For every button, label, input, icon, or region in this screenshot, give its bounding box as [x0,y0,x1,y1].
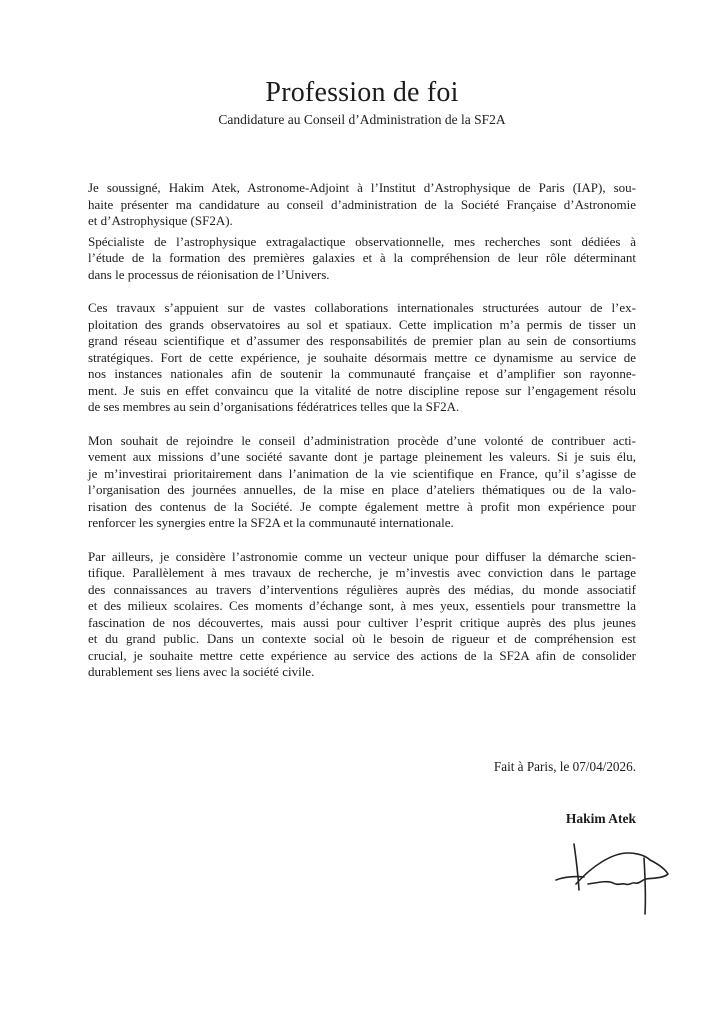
text-line: vement aux missions d’une société savante dont je partage pleinement les valeurs. Si je suis élu, [88,449,636,464]
text-line: dans le processus de réionisation de l’Univers. [88,266,330,282]
signature-image [550,835,700,935]
text-line: l’étude de la formation des premières galaxies et à la compréhension de leur rôle déterminant [88,250,636,265]
paragraph [88,180,636,230]
text-line: des connaissances au travers d’interventions régulières auprès des médias, du monde associatif [88,581,636,597]
text-line: ploitation des grands observatoires au sol et spatiaux. Cette implication m’a permis de tisser un [88,316,636,332]
signature-stroke-descender [644,858,645,914]
document-body [88,180,636,681]
text-line: haite présenter ma candidature au conseil d’administration de la Société Française d’Astronomie [88,196,636,212]
text-line: et d’Astrophysique (SF2A). [88,213,233,228]
text-line: Spécialiste de l’astrophysique extragalactique observationnelle, mes recherches sont dédiées à [88,233,636,249]
text-line: je m’investirai prioritairement dans l’animation de la vie scientifique en France, qu’il s’agisse de [88,465,636,481]
signatory-name: Hakim Atek [565,810,636,826]
text-line: tifique. Parallèlement à mes travaux de recherche, je m’investis avec conviction dans le partage [88,565,636,580]
paragraph [88,549,636,681]
signature-strokes [556,844,668,914]
document-subtitle: Candidature au Conseil d’Administration de la SF2A [218,112,506,127]
text-line: crucial, je souhaite mettre cette expérience au service des actions de la SF2A afin de consolider [88,647,636,663]
text-line: Par ailleurs, je considère l’astronomie comme un vecteur unique pour diffuser la démarche scien- [88,548,636,564]
text-line: renforcer les synergies entre la SF2A et la communauté internationale. [88,515,454,530]
text-line: ment. Je suis en effet convaincu que la vitalité de notre discipline repose sur l’engagement résolu [88,382,636,398]
text-line: nos instances nationales afin de soutenir la communauté française et d’amplifier son rayonne- [88,366,636,381]
text-line: stratégiques. Fort de cette expérience, je souhaite désormais mettre ce dynamisme au service de [88,349,636,365]
text-line: de ses membres au sein d’organisations fédératrices telles que la SF2A. [88,399,460,414]
text-line: grand réseau scientifique et d’assumer des responsabilités de premier plan au sein de consortiums [88,333,636,348]
paragraph [88,300,636,416]
text-line: risation des contenus de la Société. Je compte également mettre à profit mon expérience pour [88,498,636,514]
text-line: Ces travaux s’appuient sur de vastes collaborations internationales structurées autour de l’ex- [88,300,636,315]
text-line: Mon souhait de rejoindre le conseil d’administration procède d’une volonté de contribuer acti- [88,432,636,448]
signature-stroke-loop [576,853,668,885]
text-line: et des milieux scolaires. Ces moments d’échange sont, à mes yeux, essentiels pour transmettre la [88,598,636,613]
dateline: Fait à Paris, le 07/04/2026. [493,758,636,774]
paragraph [88,433,636,532]
document-title: Profession de foi [265,77,459,108]
text-line: l’organisation des journées annuelles, de la mise en place d’ateliers thématiques ou de la valo- [88,482,636,497]
text-line: et du grand public. Dans un contexte social où le besoin de rigueur et de compréhension est [88,631,636,646]
text-line: durablement ses liens avec la société civile. [88,664,315,679]
text-line: fascination de nos découvertes, mais aussi pour cultiver l’esprit critique auprès des plus jeunes [88,614,636,630]
text-line: Je soussigné, Hakim Atek, Astronome-Adjoint à l’Institut d’Astrophysique de Paris (IAP), sou- [88,180,636,195]
paragraph [88,234,636,284]
